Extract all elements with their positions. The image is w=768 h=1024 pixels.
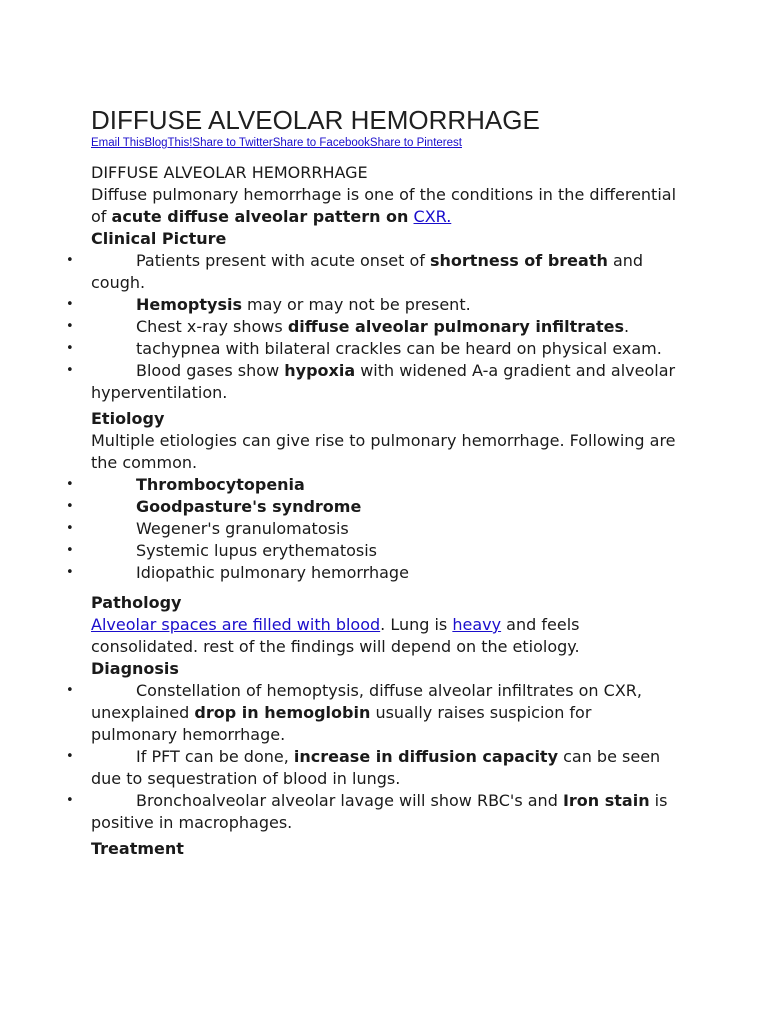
- item-text: and cough.: [91, 251, 644, 292]
- item-bold: Iron stain: [562, 791, 650, 810]
- bullet-icon: •: [66, 543, 74, 558]
- item-text: tachypnea with bilateral crackles can be heard on physical exam.: [136, 339, 662, 358]
- bullet-icon: •: [66, 341, 74, 356]
- item-bold: shortness of breath: [430, 251, 608, 270]
- item-text: If PFT can be done,: [136, 747, 294, 766]
- list-item: [66, 680, 681, 746]
- pathology-paragraph: [91, 614, 681, 658]
- alveolar-spaces-link[interactable]: Alveolar spaces are filled with blood: [91, 615, 381, 634]
- share-links-bar: [91, 136, 462, 150]
- bullet-icon: •: [66, 793, 74, 808]
- item-text: Systemic lupus erythematosis: [136, 541, 378, 560]
- pathology-heading: Pathology: [91, 593, 182, 612]
- intro-bold: acute diffuse alveolar pattern on: [111, 207, 409, 226]
- heavy-link[interactable]: heavy: [452, 615, 502, 634]
- list-item: [66, 294, 681, 316]
- article-body: [66, 162, 681, 860]
- clinical-picture-heading: Clinical Picture: [91, 229, 227, 248]
- item-text: with widened A-a gradient and alveolar hyperventilation.: [91, 361, 676, 402]
- item-text: may or may not be present.: [241, 295, 471, 314]
- bullet-icon: •: [66, 521, 74, 536]
- list-item: [66, 790, 681, 834]
- share-to-facebook-link[interactable]: Share to Facebook: [272, 137, 370, 149]
- clinical-picture-list: [66, 250, 681, 404]
- list-item: [66, 540, 681, 562]
- item-text: .: [624, 317, 630, 336]
- bullet-icon: •: [66, 477, 74, 492]
- list-item: [66, 250, 681, 294]
- intro-paragraph: [91, 184, 681, 228]
- list-item: [66, 338, 681, 360]
- blogthis-link[interactable]: BlogThis!: [144, 137, 193, 149]
- item-bold: diffuse alveolar pulmonary infiltrates: [287, 317, 624, 336]
- bullet-icon: •: [66, 297, 74, 312]
- list-item: [66, 474, 681, 496]
- item-text: Idiopathic pulmonary hemorrhage: [136, 563, 409, 582]
- item-text: Bronchoalveolar alveolar lavage will show RBC's and: [136, 791, 563, 810]
- item-text: can be seen due to sequestration of blood in lungs.: [91, 747, 661, 788]
- cxr-link[interactable]: CXR.: [413, 207, 452, 226]
- list-item: [66, 316, 681, 338]
- list-item: [66, 496, 681, 518]
- item-bold: increase in diffusion capacity: [293, 747, 559, 766]
- pathology-text: and feels consolidated. rest of the findings will depend on the etiology.: [91, 615, 580, 656]
- list-item: [66, 360, 681, 404]
- item-text: is positive in macrophages.: [91, 791, 668, 832]
- bullet-icon: •: [66, 565, 74, 580]
- pathology-text: . Lung is: [380, 615, 453, 634]
- etiology-list: [66, 474, 681, 584]
- share-to-twitter-link[interactable]: Share to Twitter: [192, 137, 273, 149]
- item-text: Constellation of hemoptysis, diffuse alveolar infiltrates on CXR, unexplained: [91, 681, 642, 722]
- email-this-link[interactable]: Email This: [91, 137, 145, 149]
- item-bold: drop in hemoglobin: [194, 703, 371, 722]
- bullet-icon: •: [66, 253, 74, 268]
- diagnosis-heading: Diagnosis: [91, 659, 179, 678]
- intro-text: Diffuse pulmonary hemorrhage is one of the conditions in the differential of: [91, 185, 677, 226]
- diagnosis-list: [66, 680, 681, 834]
- bullet-icon: •: [66, 499, 74, 514]
- item-bold: Goodpasture's syndrome: [136, 497, 362, 516]
- item-text: Chest x-ray shows: [136, 317, 288, 336]
- item-text: Wegener's granulomatosis: [136, 519, 349, 538]
- item-bold: Hemoptysis: [136, 295, 242, 314]
- list-item: [66, 518, 681, 540]
- bullet-icon: •: [66, 319, 74, 334]
- treatment-heading: Treatment: [91, 839, 184, 858]
- list-item: [66, 746, 681, 790]
- item-bold: Thrombocytopenia: [136, 475, 305, 494]
- subtitle: DIFFUSE ALVEOLAR HEMORRHAGE: [91, 163, 368, 182]
- etiology-heading: Etiology: [91, 409, 165, 428]
- bullet-icon: •: [66, 683, 74, 698]
- share-to-pinterest-link[interactable]: Share to Pinterest: [369, 137, 462, 149]
- bullet-icon: •: [66, 363, 74, 378]
- item-text: Blood gases show: [136, 361, 285, 380]
- etiology-intro: Multiple etiologies can give rise to pulmonary hemorrhage. Following are the common.: [91, 431, 676, 472]
- page-title: DIFFUSE ALVEOLAR HEMORRHAGE: [91, 105, 540, 135]
- list-item: [66, 562, 681, 584]
- item-text: usually raises suspicion for pulmonary hemorrhage.: [91, 703, 592, 744]
- item-bold: hypoxia: [284, 361, 356, 380]
- bullet-icon: •: [66, 749, 74, 764]
- item-text: Patients present with acute onset of: [136, 251, 430, 270]
